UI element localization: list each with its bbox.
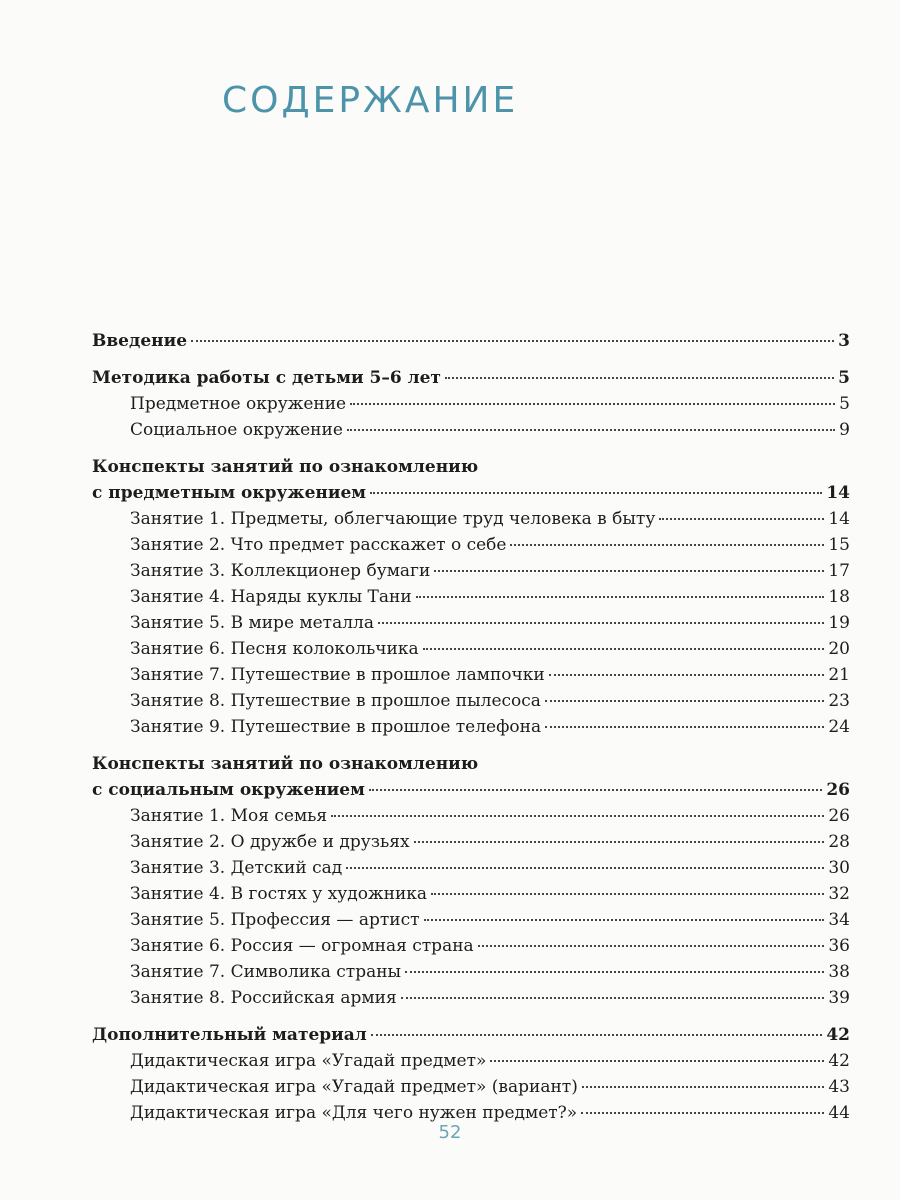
toc-entry-page: 34 — [828, 910, 850, 930]
dot-leader — [371, 1034, 823, 1036]
dot-leader — [424, 919, 825, 921]
dot-leader — [191, 340, 834, 342]
dot-leader — [431, 893, 824, 895]
toc-entry-page: 23 — [828, 691, 850, 711]
toc-subentry[interactable] — [92, 933, 850, 959]
dot-leader — [331, 815, 824, 817]
toc-subentry[interactable] — [92, 829, 850, 855]
toc-entry-label: Дополнительный материал — [92, 1025, 367, 1045]
toc-entry-page: 20 — [828, 639, 850, 659]
toc-subentry[interactable] — [92, 714, 850, 740]
toc-subentry[interactable] — [92, 662, 850, 688]
toc-entry-page: 32 — [828, 884, 850, 904]
toc-entry-page: 5 — [839, 394, 850, 414]
toc-entry-page: 19 — [828, 613, 850, 633]
dot-leader — [581, 1112, 824, 1114]
toc-entry-label: Социальное окружение — [130, 420, 343, 440]
toc-entry-label: Занятие 6. Россия — огромная страна — [130, 936, 474, 956]
page-title: СОДЕРЖАНИЕ — [222, 80, 519, 122]
toc-subentry[interactable] — [92, 1048, 850, 1074]
dot-leader — [434, 570, 824, 572]
toc-entry-page: 26 — [826, 780, 850, 800]
toc-entry-page: 38 — [828, 962, 850, 982]
dot-leader — [370, 492, 822, 494]
toc-entry-social-section[interactable] — [92, 777, 850, 803]
toc-entry-label: с предметным окружением — [92, 483, 367, 503]
dot-leader — [549, 674, 825, 676]
toc-subentry[interactable] — [92, 907, 850, 933]
toc-subentry[interactable] — [92, 855, 850, 881]
toc-subentry[interactable] — [92, 506, 850, 532]
toc-entry-label: Занятие 8. Российская армия — [130, 988, 397, 1008]
toc-subentry[interactable] — [92, 584, 850, 610]
dot-leader — [478, 945, 825, 947]
toc-entry-page: 15 — [828, 535, 850, 555]
dot-leader — [445, 377, 834, 379]
dot-leader — [545, 726, 824, 728]
dot-leader — [350, 403, 835, 405]
toc-subentry[interactable] — [92, 959, 850, 985]
dot-leader — [369, 789, 822, 791]
dot-leader — [510, 544, 824, 546]
toc-entry-label: Дидактическая игра «Угадай предмет» — [130, 1051, 487, 1071]
toc-entry-label: Дидактическая игра «Для чего нужен предмет?» — [130, 1103, 578, 1123]
dot-leader — [405, 971, 824, 973]
toc-entry-page: 42 — [826, 1025, 850, 1045]
toc-entry-page: 43 — [828, 1077, 850, 1097]
toc-subentry[interactable] — [92, 391, 850, 417]
dot-leader — [423, 648, 825, 650]
toc-entry-label: Занятие 7. Символика страны — [130, 962, 402, 982]
toc-entry-page: 5 — [838, 368, 850, 388]
toc-entry-page: 26 — [828, 806, 850, 826]
dot-leader — [346, 867, 824, 869]
toc-subentry[interactable] — [92, 803, 850, 829]
toc-entry-page: 18 — [828, 587, 850, 607]
toc-entry-page: 9 — [839, 420, 850, 440]
toc-entry-object-section[interactable] — [92, 480, 850, 506]
section-heading-line: Конспекты занятий по ознакомлению — [92, 754, 479, 774]
toc-entry-page: 21 — [828, 665, 850, 685]
toc-entry-page: 42 — [828, 1051, 850, 1071]
toc-subentry[interactable] — [92, 532, 850, 558]
toc-entry-page: 28 — [828, 832, 850, 852]
toc-entry-label: Предметное окружение — [130, 394, 347, 414]
toc-entry-label: Методика работы с детьми 5–6 лет — [92, 368, 441, 388]
toc-entry-extra[interactable] — [92, 1022, 850, 1048]
toc-entry-label: Занятие 5. Профессия — артист — [130, 910, 420, 930]
toc-entry-label: Занятие 3. Коллекционер бумаги — [130, 561, 431, 581]
toc-entry-page: 24 — [828, 717, 850, 737]
dot-leader — [416, 596, 825, 598]
toc-subentry[interactable] — [92, 688, 850, 714]
toc-entry-page: 39 — [828, 988, 850, 1008]
toc-entry-method[interactable] — [92, 365, 850, 391]
dot-leader — [347, 429, 835, 431]
toc-entry-label: Занятие 8. Путешествие в прошлое пылесоса — [130, 691, 541, 711]
toc-subentry[interactable] — [92, 558, 850, 584]
toc-entry-page: 44 — [828, 1103, 850, 1123]
toc-entry-page: 3 — [838, 331, 850, 351]
toc-entry-page: 36 — [828, 936, 850, 956]
dot-leader — [378, 622, 824, 624]
toc-entry-label: Занятие 7. Путешествие в прошлое лампочки — [130, 665, 545, 685]
toc-entry-page: 14 — [826, 483, 850, 503]
toc-subentry[interactable] — [92, 1074, 850, 1100]
toc-subentry[interactable] — [92, 881, 850, 907]
dot-leader — [490, 1060, 824, 1062]
toc-entry-label: Занятие 1. Моя семья — [130, 806, 328, 826]
toc-entry-page: 17 — [828, 561, 850, 581]
toc-entry-page: 14 — [828, 509, 850, 529]
toc-entry-label: Занятие 4. В гостях у художника — [130, 884, 428, 904]
toc-subentry[interactable] — [92, 610, 850, 636]
page-number: 52 — [438, 1122, 462, 1143]
toc-subentry[interactable] — [92, 417, 850, 443]
table-of-contents — [92, 328, 850, 1126]
dot-leader — [414, 841, 825, 843]
toc-subentry[interactable] — [92, 636, 850, 662]
toc-entry-label: с социальным окружением — [92, 780, 365, 800]
toc-entry-label: Занятие 9. Путешествие в прошлое телефона — [130, 717, 542, 737]
toc-subentry[interactable] — [92, 985, 850, 1011]
toc-entry-intro[interactable] — [92, 328, 850, 354]
toc-entry-label: Введение — [92, 331, 188, 351]
dot-leader — [545, 700, 824, 702]
toc-entry-label: Занятие 2. О дружбе и друзьях — [130, 832, 410, 852]
toc-entry-label: Занятие 6. Песня колокольчика — [130, 639, 419, 659]
dot-leader — [659, 518, 824, 520]
dot-leader — [582, 1086, 825, 1088]
toc-entry-label: Занятие 3. Детский сад — [130, 858, 343, 878]
toc-entry-page: 30 — [828, 858, 850, 878]
toc-entry-label: Занятие 5. В мире металла — [130, 613, 374, 633]
toc-entry-label: Дидактическая игра «Угадай предмет» (вариант) — [130, 1077, 578, 1097]
toc-entry-label: Занятие 1. Предметы, облегчающие труд человека в быту — [130, 509, 656, 529]
section-heading-line: Конспекты занятий по ознакомлению — [92, 457, 479, 477]
toc-entry-label: Занятие 4. Наряды куклы Тани — [130, 587, 412, 607]
dot-leader — [401, 997, 825, 999]
toc-entry-label: Занятие 2. Что предмет расскажет о себе — [130, 535, 507, 555]
